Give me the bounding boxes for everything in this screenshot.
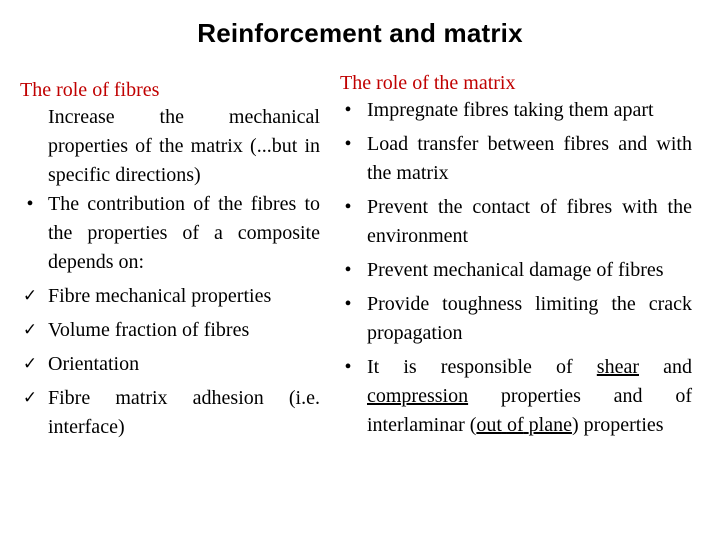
matrix-item-text: Prevent mechanical damage of fibres	[367, 259, 664, 281]
matrix-item-text: ) properties	[571, 414, 664, 436]
bullet-dot-icon: •	[26, 193, 34, 215]
matrix-item-text: Load transfer between fibres and with the matrix	[367, 133, 692, 184]
fibres-item-text: Volume fraction of fibres	[48, 319, 250, 341]
fibres-column	[20, 77, 320, 442]
matrix-item	[336, 130, 692, 188]
bullet-dot-icon: •	[344, 99, 352, 121]
checkmark-icon: ✓	[22, 388, 38, 408]
checkmark-icon: ✓	[22, 320, 38, 340]
fibres-item-text: Fibre matrix adhesion (i.e. interface)	[48, 387, 320, 438]
bullet-dot-icon: •	[344, 356, 352, 378]
matrix-item	[336, 193, 692, 251]
matrix-column	[336, 70, 692, 440]
bullet-dot-icon: •	[344, 293, 352, 315]
fibres-item	[20, 316, 320, 345]
fibres-item	[20, 384, 320, 442]
checkmark-icon: ✓	[22, 286, 38, 306]
fibres-item-text: Increase the mechanical properties of the matrix (...but in specific directions)	[48, 106, 320, 186]
bullet-dot-icon: •	[344, 196, 352, 218]
matrix-item-text: Prevent the contact of fibres with the environment	[367, 196, 692, 247]
matrix-item	[336, 290, 692, 348]
fibres-item-text: Orientation	[48, 353, 140, 375]
fibres-item	[20, 282, 320, 311]
underlined-term: compression	[367, 385, 469, 407]
underlined-term: plane	[528, 414, 572, 436]
bullet-dot-icon: •	[344, 133, 352, 155]
bullet-dot-icon: •	[344, 259, 352, 281]
fibres-item-text: The contribution of the fibres to the properties of a composite depends on:	[48, 193, 320, 273]
matrix-heading: The role of the matrix	[340, 72, 516, 94]
matrix-item	[336, 353, 692, 440]
fibres-item	[20, 350, 320, 379]
matrix-item	[336, 96, 692, 125]
fibres-item	[20, 190, 320, 277]
checkmark-icon: ✓	[22, 354, 38, 374]
fibres-item-text: Fibre mechanical properties	[48, 285, 272, 307]
underlined-term: out	[476, 414, 502, 436]
underlined-term: of	[506, 414, 524, 436]
matrix-item	[336, 256, 692, 285]
matrix-item-text: Provide toughness limiting the crack propagation	[367, 293, 692, 344]
fibres-heading: The role of fibres	[20, 79, 160, 101]
slide-title: Reinforcement and matrix	[197, 18, 523, 48]
matrix-item-text: properties and of interlaminar (	[367, 385, 692, 436]
matrix-item-text: Impregnate fibres taking them apart	[367, 99, 654, 121]
underlined-term: shear	[596, 356, 639, 378]
matrix-item-text: and	[639, 356, 692, 378]
fibres-item	[20, 103, 320, 190]
matrix-item-text: It is responsible of	[367, 356, 597, 378]
